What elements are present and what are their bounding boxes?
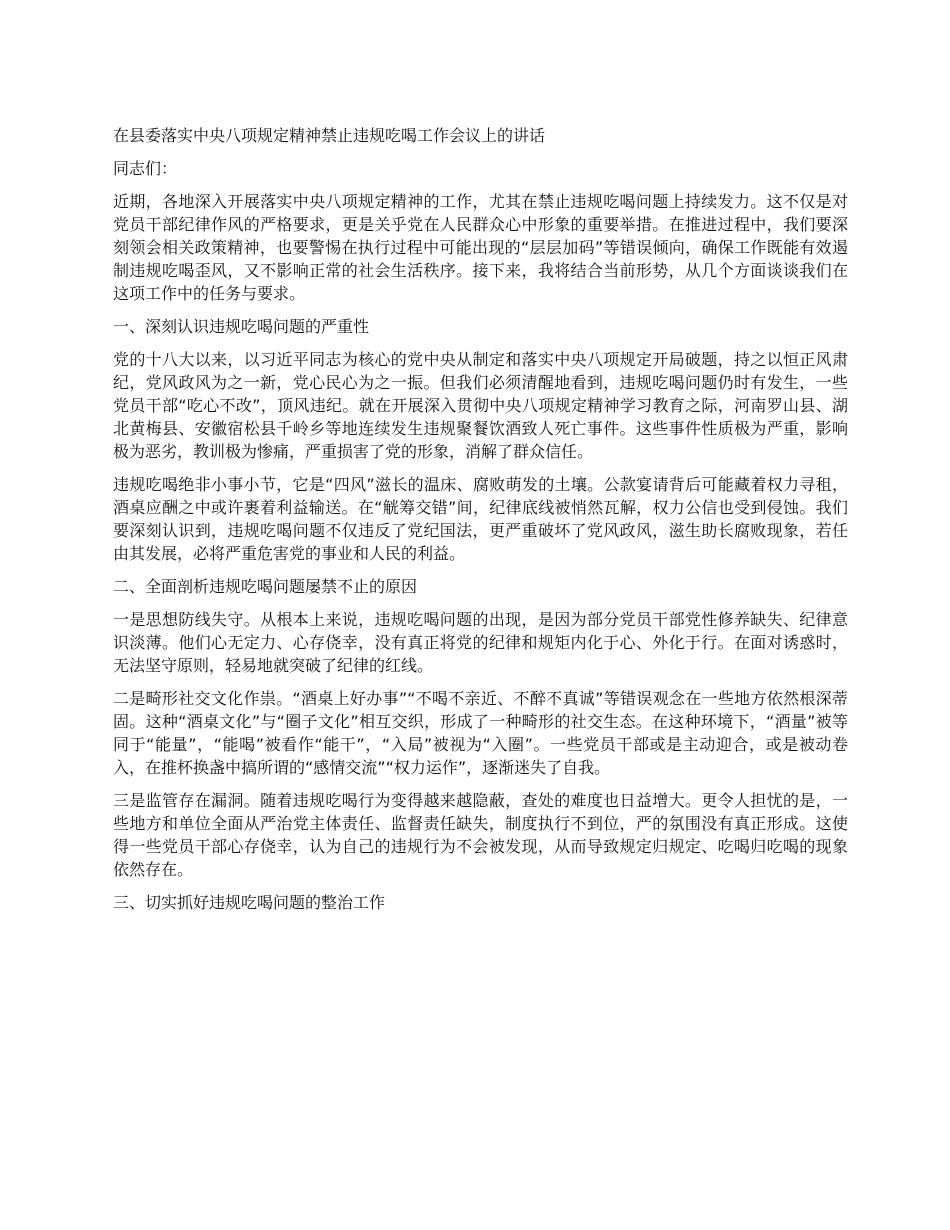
section-2-paragraph-2: 二是畸形社交文化作祟。“酒桌上好办事”“不喝不亲近、不醉不真诚”等错误观念在一些地方依然根深蒂固。这种“酒桌文化”与“圈子文化”相互交织，形成了一种畸形的社交生态。在这种环境下，“酒量”被等同于“能量”，“能喝”被看作“能干”，“入局”被视为“入圈”。一些党员干部或是主动迎合，或是被动卷入，在推杯换盏中搞所谓的“感情交流”“权力运作”，逐渐迷失了自我。 <box>113 689 848 777</box>
section-1-paragraph-2: 违规吃喝绝非小事小节，它是“四风”滋长的温床、腐败萌发的土壤。公款宴请背后可能藏着权力寻租，酒桌应酬之中或许裹着利益输送。在“觥筹交错”间，纪律底线被悄然瓦解，权力公信也受到侵蚀。我们要深刻认识到，违规吃喝问题不仅违反了党纪国法，更严重破坏了党风政风，滋生助长腐败现象，若任由其发展，必将严重危害党的事业和人民的利益。 <box>113 475 848 563</box>
section-2-heading: 二、全面剖析违规吃喝问题屡禁不止的原因 <box>113 577 418 596</box>
document-page <box>113 124 848 924</box>
section-1-paragraph-1: 党的十八大以来，以习近平同志为核心的党中央从制定和落实中央八项规定开局破题，持之以恒正风肃纪，党风政风为之一新，党心民心为之一振。但我们必须清醒地看到，违规吃喝问题仍时有发生，一些党员干部“吃心不改”，顶风违纪。就在开展深入贯彻中央八项规定精神学习教育之际，河南罗山县、湖北黄梅县、安徽宿松县千岭乡等地连续发生违规聚餐饮酒致人死亡事件。这些事件性质极为严重，影响极为恶劣，教训极为惨痛，严重损害了党的形象，消解了群众信任。 <box>113 350 848 461</box>
salutation: 同志们： <box>113 159 178 178</box>
section-3-heading: 三、切实抓好违规吃喝问题的整治工作 <box>113 893 386 912</box>
document-title: 在县委落实中央八项规定精神禁止违规吃喝工作会议上的讲话 <box>113 126 546 145</box>
intro-paragraph: 近期，各地深入开展落实中央八项规定精神的工作，尤其在禁止违规吃喝问题上持续发力。这不仅是对党员干部纪律作风的严格要求，更是关乎党在人民群众心中形象的重要举措。在推进过程中，我们要深刻领会相关政策精神，也要警惕在执行过程中可能出现的“层层加码”等错误倾向，确保工作既能有效遏制违规吃喝歪风，又不影响正常的社会生活秩序。接下来，我将结合当前形势，从几个方面谈谈我们在这项工作中的任务与要求。 <box>113 192 848 303</box>
section-1-heading: 一、深刻认识违规吃喝问题的严重性 <box>113 317 370 336</box>
section-2-paragraph-1: 一是思想防线失守。从根本上来说，违规吃喝问题的出现，是因为部分党员干部党性修养缺失、纪律意识淡薄。他们心无定力、心存侥幸，没有真正将党的纪律和规矩内化于心、外化于行。在面对诱惑时，无法坚守原则，轻易地就突破了纪律的红线。 <box>113 610 848 675</box>
section-2-paragraph-3: 三是监管存在漏洞。随着违规吃喝行为变得越来越隐蔽，查处的难度也日益增大。更令人担忧的是，一些地方和单位全面从严治党主体责任、监督责任缺失，制度执行不到位，严的氛围没有真正形成。这使得一些党员干部心存侥幸，认为自己的违规行为不会被发现，从而导致规定归规定、吃喝归吃喝的现象依然存在。 <box>113 791 848 879</box>
